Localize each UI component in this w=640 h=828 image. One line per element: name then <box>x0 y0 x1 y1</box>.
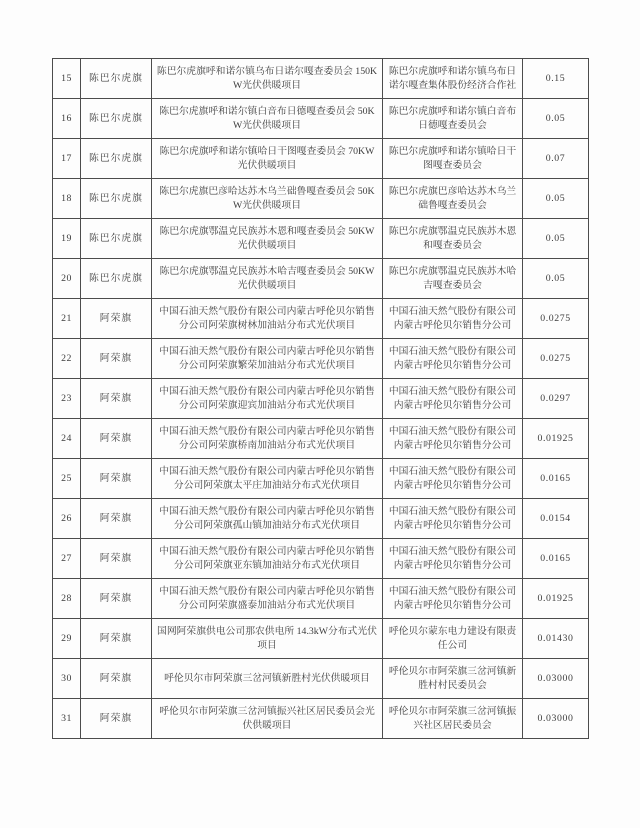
cell-partner-unit: 呼伦贝尔蒙东电力建设有限责任公司 <box>383 619 523 659</box>
table-row <box>53 499 589 539</box>
cell-partner-unit: 中国石油天然气股份有限公司内蒙古呼伦贝尔销售分公司 <box>383 579 523 619</box>
cell-county-name: 阿荣旗 <box>81 699 152 739</box>
cell-partner-unit: 呼伦贝尔市阿荣旗三岔河镇振兴社区居民委员会 <box>383 699 523 739</box>
cell-subsidy-value: 0.07 <box>523 139 589 179</box>
cell-county-name: 阿荣旗 <box>81 579 152 619</box>
cell-row-number: 20 <box>53 259 81 299</box>
cell-project-name: 中国石油天然气股份有限公司内蒙古呼伦贝尔销售分公司阿荣旗繁荣加油站分布式光伏项目 <box>152 339 383 379</box>
cell-subsidy-value: 0.03000 <box>523 659 589 699</box>
pv-subsidy-table <box>52 58 589 739</box>
table-row <box>53 579 589 619</box>
cell-project-name: 陈巴尔虎旗巴彦哈达苏木乌兰础鲁嘎查委员会 50KW光伏供暖项目 <box>152 179 383 219</box>
cell-subsidy-value: 0.0275 <box>523 339 589 379</box>
cell-project-name: 呼伦贝尔市阿荣旗三岔河镇新胜村光伏供暖项目 <box>152 659 383 699</box>
table-row <box>53 139 589 179</box>
cell-county-name: 陈巴尔虎旗 <box>81 99 152 139</box>
cell-row-number: 15 <box>53 59 81 99</box>
cell-subsidy-value: 0.0165 <box>523 459 589 499</box>
cell-county-name: 阿荣旗 <box>81 339 152 379</box>
cell-subsidy-value: 0.05 <box>523 179 589 219</box>
table-row <box>53 59 589 99</box>
cell-project-name: 陈巴尔虎旗鄂温克民族苏木恩和嘎查委员会 50KW光伏供暖项目 <box>152 219 383 259</box>
cell-project-name: 陈巴尔虎旗呼和诺尔镇哈日干图嘎查委员会 70KW光伏供暖项目 <box>152 139 383 179</box>
cell-row-number: 18 <box>53 179 81 219</box>
cell-row-number: 23 <box>53 379 81 419</box>
cell-project-name: 中国石油天然气股份有限公司内蒙古呼伦贝尔销售分公司阿荣旗亚东镇加油站分布式光伏项目 <box>152 539 383 579</box>
cell-partner-unit: 陈巴尔虎旗呼和诺尔镇乌布日诺尔嘎查集体股份经济合作社 <box>383 59 523 99</box>
cell-partner-unit: 中国石油天然气股份有限公司内蒙古呼伦贝尔销售分公司 <box>383 299 523 339</box>
cell-subsidy-value: 0.0297 <box>523 379 589 419</box>
cell-row-number: 26 <box>53 499 81 539</box>
cell-partner-unit: 陈巴尔虎旗鄂温克民族苏木恩和嘎查委员会 <box>383 219 523 259</box>
cell-row-number: 28 <box>53 579 81 619</box>
cell-project-name: 中国石油天然气股份有限公司内蒙古呼伦贝尔销售分公司阿荣旗太平庄加油站分布式光伏项目 <box>152 459 383 499</box>
cell-row-number: 21 <box>53 299 81 339</box>
cell-county-name: 陈巴尔虎旗 <box>81 139 152 179</box>
cell-partner-unit: 陈巴尔虎旗呼和诺尔镇白音布日德嘎查委员会 <box>383 99 523 139</box>
cell-partner-unit: 中国石油天然气股份有限公司内蒙古呼伦贝尔销售分公司 <box>383 539 523 579</box>
cell-project-name: 陈巴尔虎旗呼和诺尔镇白音布日德嘎查委员会 50KW光伏供暖项目 <box>152 99 383 139</box>
cell-row-number: 30 <box>53 659 81 699</box>
cell-partner-unit: 陈巴尔虎旗鄂温克民族苏木哈吉嘎查委员会 <box>383 259 523 299</box>
cell-row-number: 29 <box>53 619 81 659</box>
cell-project-name: 呼伦贝尔市阿荣旗三岔河镇振兴社区居民委员会光伏供暖项目 <box>152 699 383 739</box>
cell-row-number: 25 <box>53 459 81 499</box>
cell-row-number: 16 <box>53 99 81 139</box>
table-row <box>53 459 589 499</box>
cell-county-name: 陈巴尔虎旗 <box>81 219 152 259</box>
table-row <box>53 539 589 579</box>
table-row <box>53 379 589 419</box>
cell-partner-unit: 呼伦贝尔市阿荣旗三岔河镇新胜村村民委员会 <box>383 659 523 699</box>
cell-row-number: 24 <box>53 419 81 459</box>
cell-county-name: 陈巴尔虎旗 <box>81 59 152 99</box>
cell-partner-unit: 中国石油天然气股份有限公司内蒙古呼伦贝尔销售分公司 <box>383 339 523 379</box>
cell-subsidy-value: 0.01925 <box>523 419 589 459</box>
cell-partner-unit: 中国石油天然气股份有限公司内蒙古呼伦贝尔销售分公司 <box>383 499 523 539</box>
cell-project-name: 中国石油天然气股份有限公司内蒙古呼伦贝尔销售分公司阿荣旗盛泰加油站分布式光伏项目 <box>152 579 383 619</box>
cell-county-name: 阿荣旗 <box>81 299 152 339</box>
table-row <box>53 259 589 299</box>
cell-subsidy-value: 0.01925 <box>523 579 589 619</box>
cell-partner-unit: 中国石油天然气股份有限公司内蒙古呼伦贝尔销售分公司 <box>383 419 523 459</box>
cell-project-name: 中国石油天然气股份有限公司内蒙古呼伦贝尔销售分公司阿荣旗迎宾加油站分布式光伏项目 <box>152 379 383 419</box>
cell-partner-unit: 陈巴尔虎旗巴彦哈达苏木乌兰础鲁嘎查委员会 <box>383 179 523 219</box>
table-row <box>53 619 589 659</box>
cell-subsidy-value: 0.15 <box>523 59 589 99</box>
cell-partner-unit: 中国石油天然气股份有限公司内蒙古呼伦贝尔销售分公司 <box>383 379 523 419</box>
cell-subsidy-value: 0.05 <box>523 259 589 299</box>
cell-project-name: 中国石油天然气股份有限公司内蒙古呼伦贝尔销售分公司阿荣旗树林加油站分布式光伏项目 <box>152 299 383 339</box>
cell-project-name: 陈巴尔虎旗鄂温克民族苏木哈吉嘎查委员会 50KW光伏供暖项目 <box>152 259 383 299</box>
cell-county-name: 阿荣旗 <box>81 539 152 579</box>
cell-partner-unit: 中国石油天然气股份有限公司内蒙古呼伦贝尔销售分公司 <box>383 459 523 499</box>
cell-subsidy-value: 0.0154 <box>523 499 589 539</box>
cell-county-name: 阿荣旗 <box>81 619 152 659</box>
table-row <box>53 419 589 459</box>
cell-project-name: 国网阿荣旗供电公司那农供电所 14.3kW分布式光伏项目 <box>152 619 383 659</box>
table-row <box>53 179 589 219</box>
table-row <box>53 699 589 739</box>
cell-county-name: 阿荣旗 <box>81 499 152 539</box>
cell-county-name: 阿荣旗 <box>81 659 152 699</box>
cell-project-name: 陈巴尔虎旗呼和诺尔镇乌布日诺尔嘎查委员会 150KW光伏供暖项目 <box>152 59 383 99</box>
table-row <box>53 659 589 699</box>
cell-county-name: 阿荣旗 <box>81 419 152 459</box>
cell-subsidy-value: 0.05 <box>523 99 589 139</box>
cell-county-name: 阿荣旗 <box>81 379 152 419</box>
cell-row-number: 17 <box>53 139 81 179</box>
cell-subsidy-value: 0.0165 <box>523 539 589 579</box>
table-row <box>53 339 589 379</box>
cell-row-number: 22 <box>53 339 81 379</box>
table-row <box>53 219 589 259</box>
cell-subsidy-value: 0.01430 <box>523 619 589 659</box>
cell-county-name: 陈巴尔虎旗 <box>81 179 152 219</box>
cell-subsidy-value: 0.0275 <box>523 299 589 339</box>
cell-subsidy-value: 0.05 <box>523 219 589 259</box>
cell-row-number: 27 <box>53 539 81 579</box>
cell-partner-unit: 陈巴尔虎旗呼和诺尔镇哈日干图嘎查委员会 <box>383 139 523 179</box>
cell-project-name: 中国石油天然气股份有限公司内蒙古呼伦贝尔销售分公司阿荣旗孤山镇加油站分布式光伏项目 <box>152 499 383 539</box>
table-body <box>53 59 589 739</box>
cell-project-name: 中国石油天然气股份有限公司内蒙古呼伦贝尔销售分公司阿荣旗桥南加油站分布式光伏项目 <box>152 419 383 459</box>
cell-row-number: 19 <box>53 219 81 259</box>
cell-row-number: 31 <box>53 699 81 739</box>
table-row <box>53 299 589 339</box>
table-row <box>53 99 589 139</box>
cell-county-name: 阿荣旗 <box>81 459 152 499</box>
cell-subsidy-value: 0.03000 <box>523 699 589 739</box>
cell-county-name: 陈巴尔虎旗 <box>81 259 152 299</box>
